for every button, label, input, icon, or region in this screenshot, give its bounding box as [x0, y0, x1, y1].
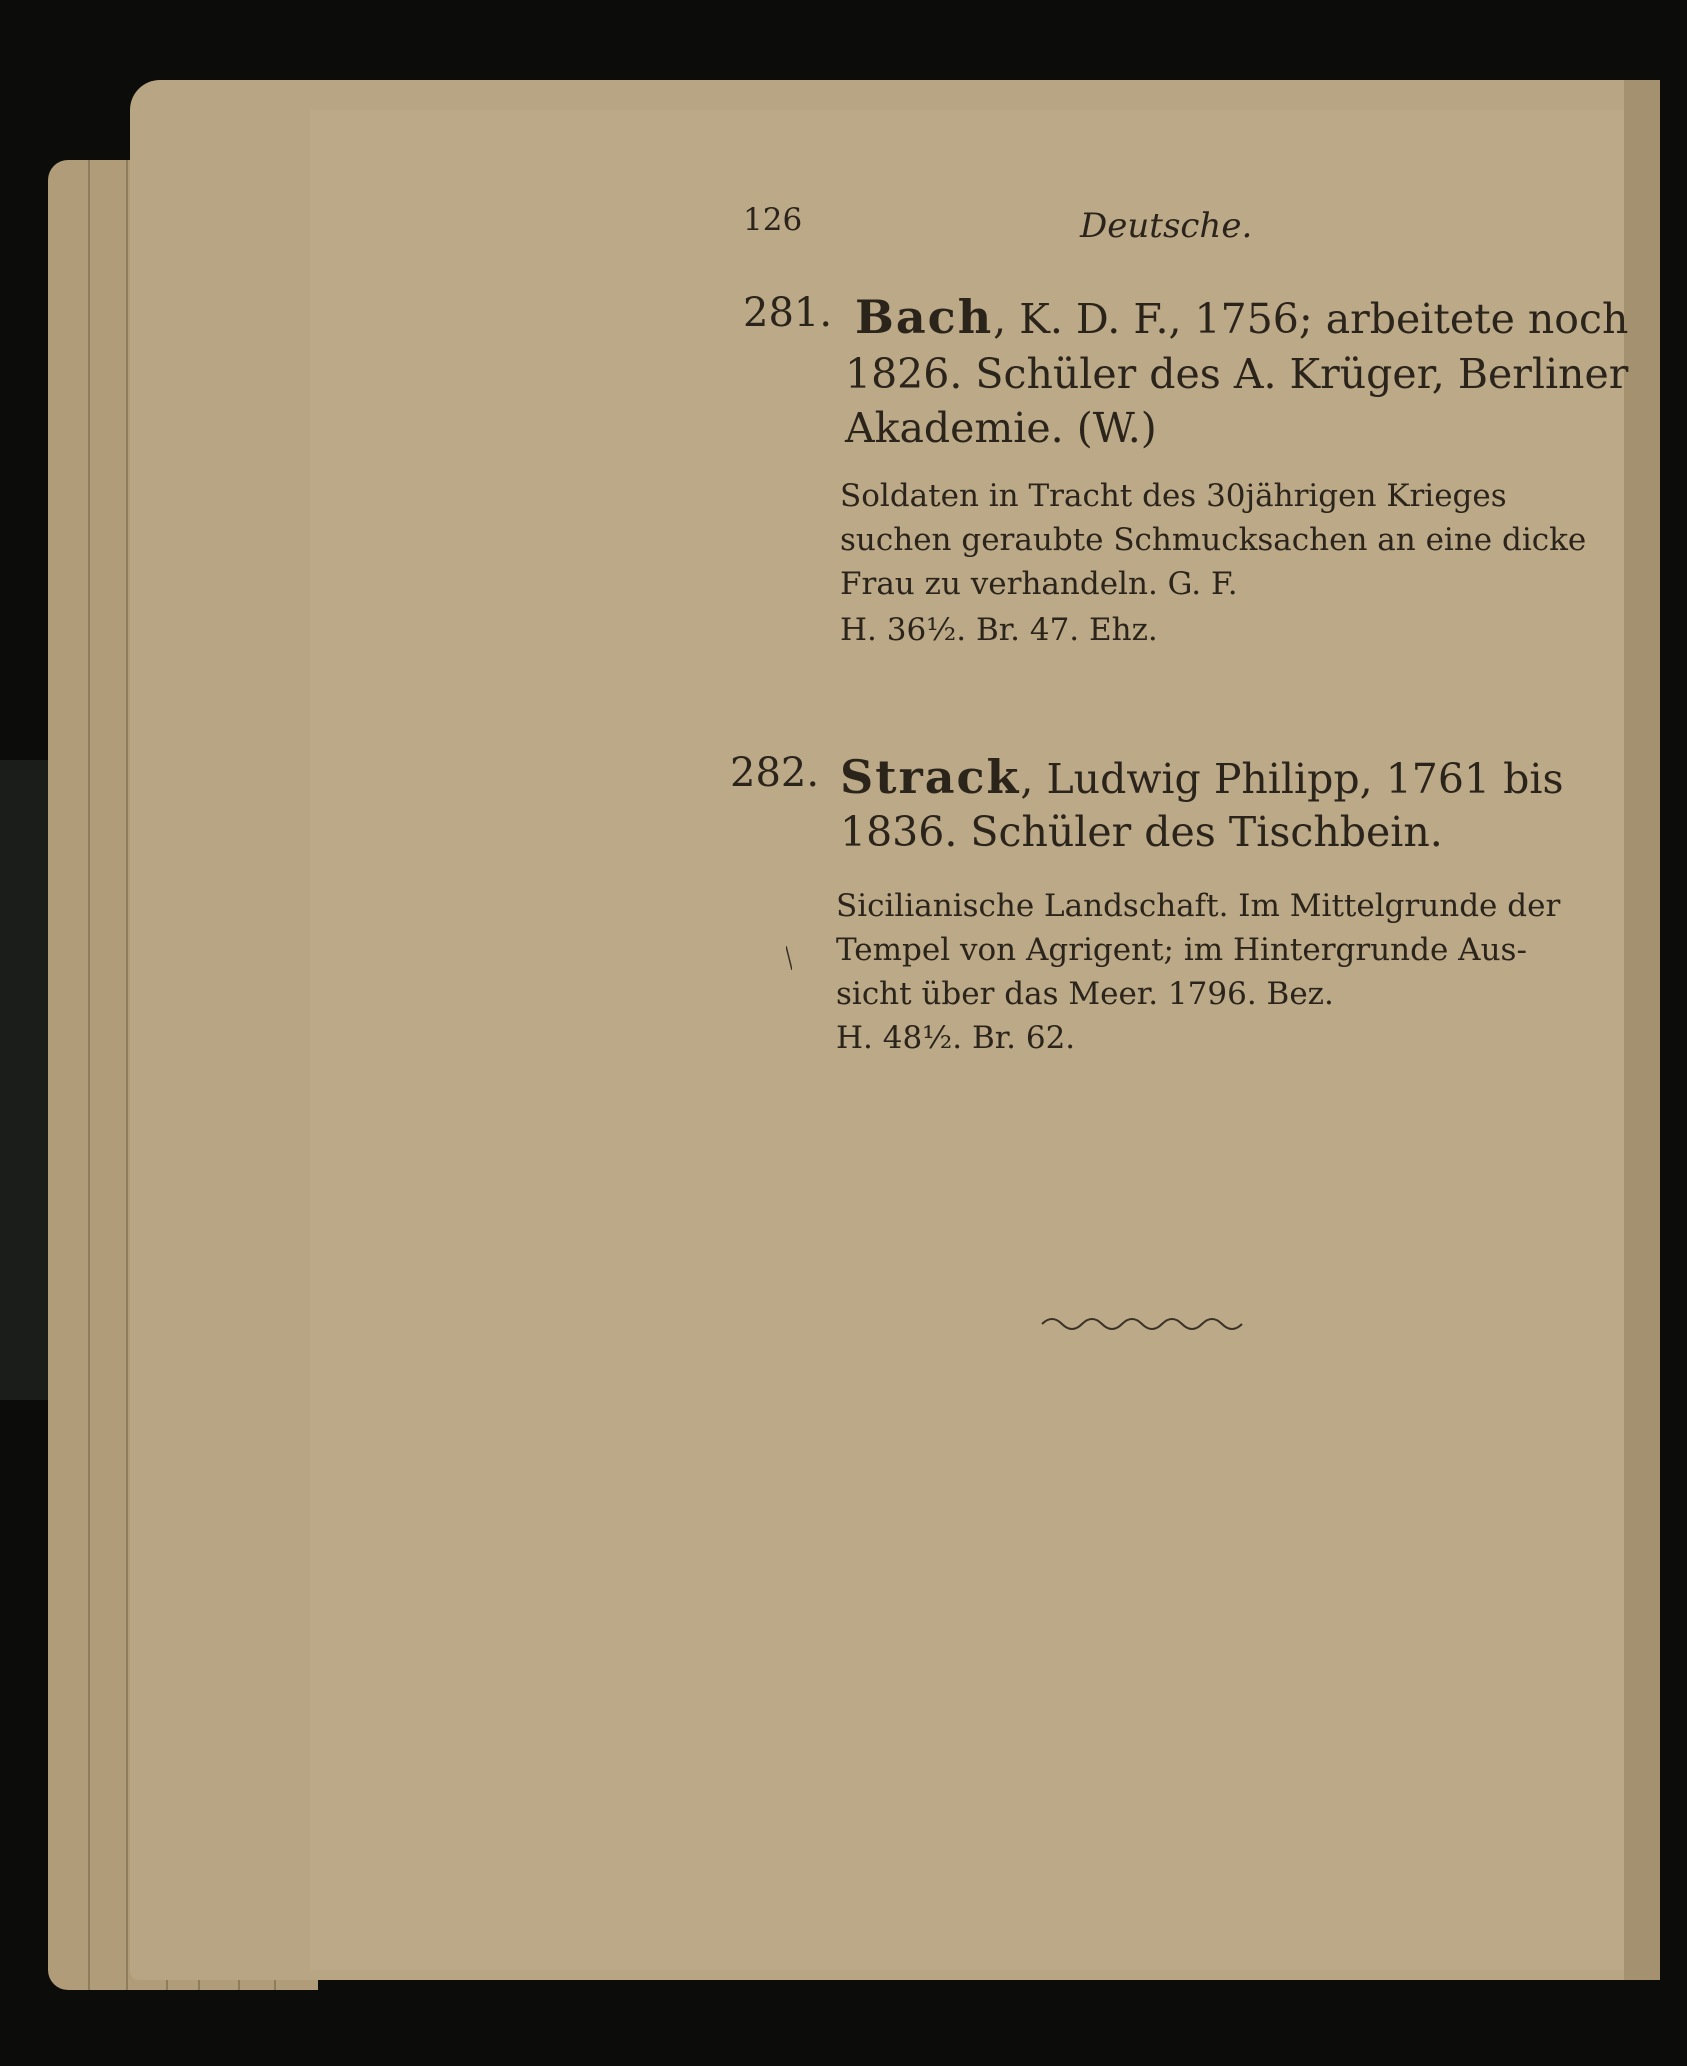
wavy-divider-ornament — [1040, 1312, 1250, 1332]
entry-number: 282. — [730, 750, 820, 796]
description-line: Frau zu verhandeln. G. F. — [840, 566, 1238, 602]
entry-heading-line: 1836. Schüler des Tischbein. — [840, 808, 1443, 856]
description-line: sicht über das Meer. 1796. Bez. — [836, 976, 1334, 1012]
description-line: Tempel von Agrigent; im Hintergrunde Aus- — [836, 932, 1527, 968]
running-head: Deutsche. — [1080, 206, 1253, 246]
dimensions-line: H. 36½. Br. 47. Ehz. — [840, 612, 1158, 648]
page-edge — [126, 160, 128, 1990]
entry-heading-line — [840, 750, 1563, 804]
dimensions-line: H. 48½. Br. 62. — [836, 1020, 1076, 1056]
entry-heading-line: 1826. Schüler des A. Krüger, Berliner — [845, 350, 1629, 398]
artist-details: , Ludwig Philipp, 1761 bis — [1020, 755, 1564, 803]
description-line: Sicilianische Landschaft. Im Mittelgrunde der — [836, 888, 1561, 924]
entry-heading-line — [855, 290, 1628, 344]
gutter-shadow — [1624, 80, 1660, 1980]
entry-number: 281. — [743, 290, 833, 336]
book-cover-edge — [0, 760, 48, 1400]
artist-details: , K. D. F., 1756; arbeitete noch — [993, 295, 1629, 343]
pencil-mark — [786, 946, 792, 970]
description-line: Soldaten in Tracht des 30jährigen Krieges — [840, 478, 1507, 514]
artist-name: Strack — [840, 750, 1021, 804]
entry-heading-line: Akademie. (W.) — [845, 404, 1157, 452]
page-edge — [88, 160, 90, 1990]
artist-name: Bach — [855, 290, 994, 344]
page-number: 126 — [743, 202, 803, 238]
description-line: suchen geraubte Schmucksachen an eine dicke — [840, 522, 1587, 558]
